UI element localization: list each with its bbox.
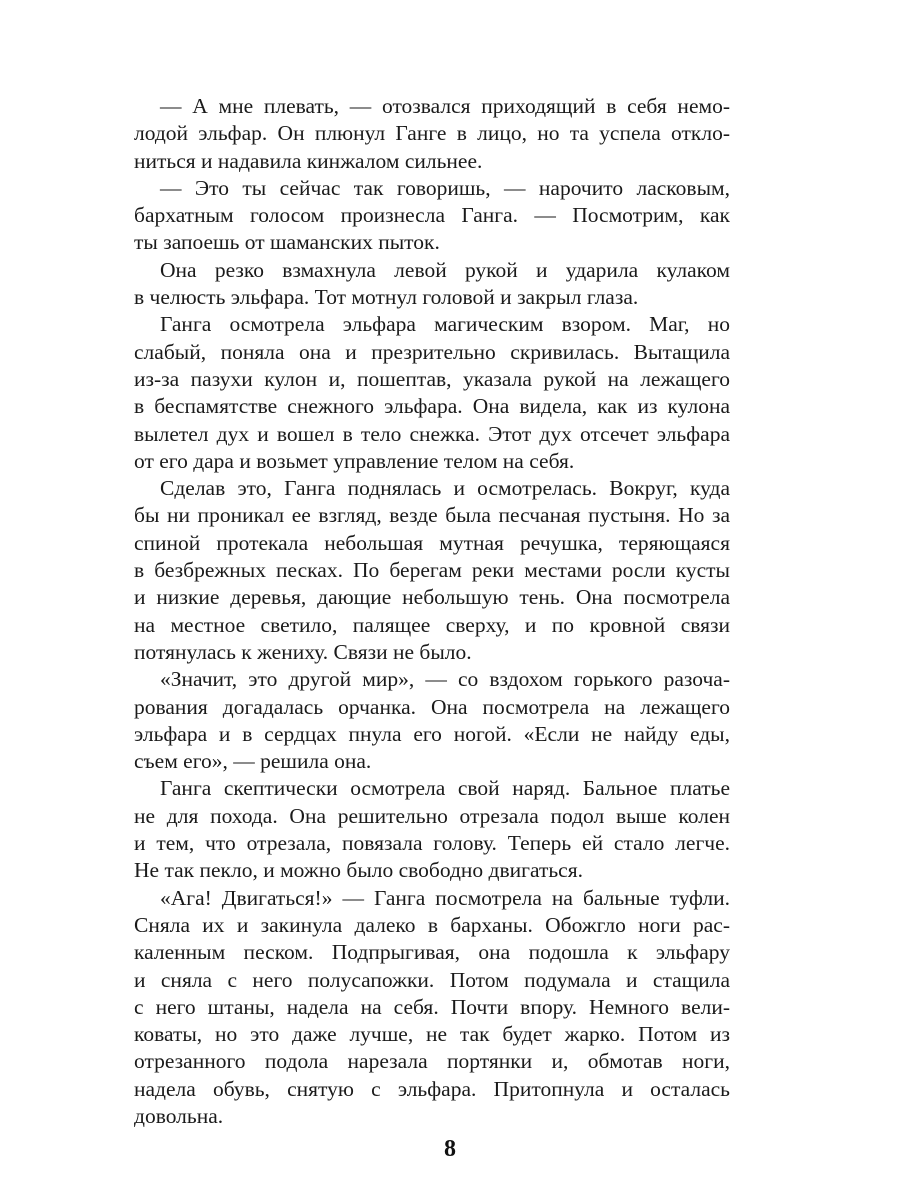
text-line: потянулась к жениху. Связи не было. [134, 639, 472, 664]
text-line: лодой эльфар. Он плюнул Ганге в лицо, но та успела откло- [134, 121, 730, 146]
text-line: Она резко взмахнула левой рукой и ударила кулаком [160, 257, 730, 282]
text-line: — Это ты сейчас так говоришь, — нарочито ласковым, [160, 175, 730, 200]
text-line: бархатным голосом произнесла Ганга. — Посмотрим, как [134, 203, 730, 228]
text-line: Не так пекло, и можно было свободно двигаться. [134, 858, 583, 883]
text-line: и сняла с него полусапожки. Потом подумала и стащила [134, 967, 730, 992]
text-line: бы ни проникал ее взгляд, везде была песчаная пустыня. Но за [134, 503, 730, 528]
text-line: слабый, поняла она и презрительно скривилась. Вытащила [134, 339, 730, 364]
text-line: — А мне плевать, — отозвался приходящий в себя немо- [160, 94, 730, 118]
text-line: каленным песком. Подпрыгивая, она подошла к эльфару [134, 940, 730, 965]
text-line: Ганга скептически осмотрела свой наряд. Бальное платье [160, 776, 730, 801]
text-line: от его дара и возьмет управление телом на себя. [134, 448, 575, 473]
text-line: «Значит, это другой мир», — со вздохом горького разоча- [160, 667, 730, 692]
text-line: и тем, что отрезала, повязала голову. Теперь ей стало легче. [134, 831, 730, 856]
text-line: в челюсть эльфара. Тот мотнул головой и закрыл глаза. [134, 285, 639, 310]
text-line: вылетел дух и вошел в тело снежка. Этот дух отсечет эльфара [134, 421, 730, 446]
text-line: и низкие деревья, дающие небольшую тень. Она посмотрела [134, 585, 730, 610]
text-line: рования догадалась орчанка. Она посмотрела на лежащего [134, 694, 730, 719]
text-line: с него штаны, надела на себя. Почти впору. Немного вели- [134, 994, 730, 1019]
page-number: 8 [444, 1136, 456, 1162]
text-line: Сделав это, Ганга поднялась и осмотрелась. Вокруг, куда [160, 476, 730, 501]
text-line: спиной протекала небольшая мутная речушка, теряющаяся [134, 530, 730, 555]
text-line: надела обувь, снятую с эльфара. Притопнула и осталась [134, 1076, 730, 1101]
text-line: в беспамятстве снежного эльфара. Она видела, как из кулона [134, 394, 730, 419]
text-line: на местное светило, палящее сверху, и по кровной связи [134, 612, 730, 637]
text-line: из-за пазухи кулон и, пошептав, указала рукой на лежащего [134, 366, 730, 391]
text-line: не для похода. Она решительно отрезала подол выше колен [134, 803, 730, 828]
text-line: коваты, но это даже лучше, не так будет жарко. Потом из [134, 1022, 730, 1047]
text-line: ты запоешь от шаманских пыток. [134, 230, 440, 255]
text-line: отрезанного подола нарезала портянки и, обмотав ноги, [134, 1049, 730, 1074]
body-text [134, 93, 730, 1130]
text-line: довольна. [134, 1103, 224, 1128]
text-line: в безбрежных песках. По берегам реки местами росли кусты [134, 558, 730, 583]
text-line: Ганга осмотрела эльфара магическим взором. Маг, но [160, 312, 730, 337]
text-line: «Ага! Двигаться!» — Ганга посмотрела на бальные туфли. [160, 885, 730, 910]
text-line: Сняла их и закинула далеко в барханы. Обожгло ноги рас- [134, 912, 730, 937]
text-line: эльфара и в сердцах пнула его ногой. «Если не найду еды, [134, 721, 730, 746]
text-line: ниться и надавила кинжалом сильнее. [134, 148, 483, 173]
text-line: съем его», — решила она. [134, 749, 372, 774]
